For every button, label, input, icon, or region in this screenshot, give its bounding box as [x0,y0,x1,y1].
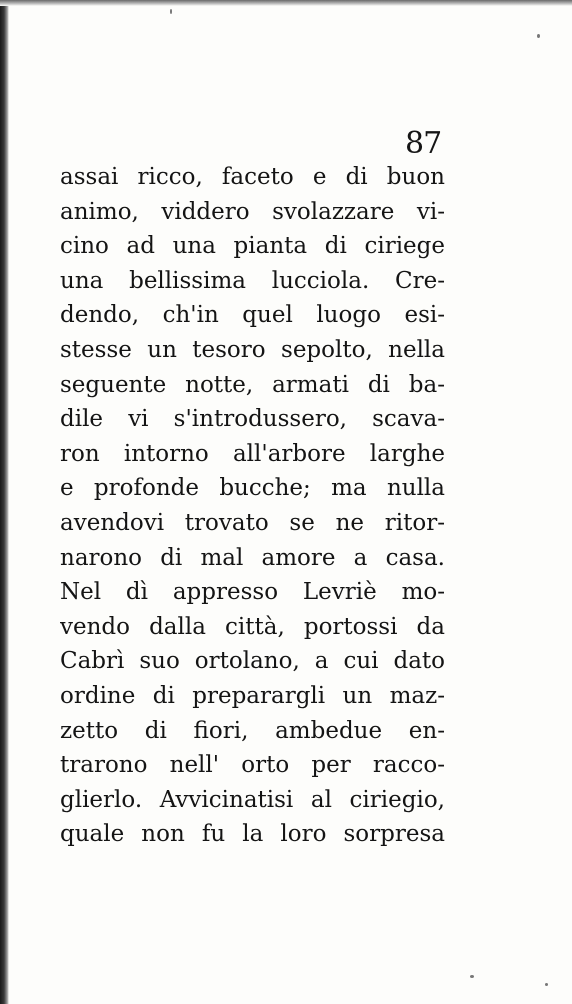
text-line: trarono nell' orto per racco- [60,752,445,779]
paper-speck [470,975,474,978]
text-line: vendo dalla città, portossi da [60,613,445,640]
text-line: ordine di preparargli un maz- [60,682,445,709]
text-line: animo, viddero svolazzare vi- [60,198,445,225]
text-line: dendo, ch'in quel luogo esi- [60,302,445,329]
paper-speck [545,983,548,986]
paper-speck [170,9,172,14]
text-line: una bellissima lucciola. Cre- [60,267,445,294]
text-line: ron intorno all'arbore larghe [60,440,445,467]
text-line: Cabrì suo ortolano, a cui dato [60,648,445,675]
text-line: zetto di fiori, ambedue en- [60,717,445,744]
body-text [60,160,445,852]
text-line: quale non fu la loro sorpresa [60,821,445,848]
text-line: dile vi s'introdussero, scava- [60,406,445,433]
page-top-edge [0,0,572,6]
text-line: Nel dì appresso Levriè mo- [60,579,445,606]
text-line: e profonde bucche; ma nulla [60,475,445,502]
text-line: narono di mal amore a casa. [60,544,445,571]
book-binding-edge [0,0,9,1004]
text-line: assai ricco, faceto e di buon [60,164,445,190]
text-line: avendovi trovato se ne ritor- [60,509,445,536]
page-number: 87 [405,126,442,161]
text-line: stesse un tesoro sepolto, nella [60,336,445,363]
text-line: seguente notte, armati di ba- [60,371,445,398]
paper-speck [537,34,540,38]
text-line: cino ad una pianta di ciriege [60,233,445,260]
text-line: glierlo. Avvicinatisi al ciriegio, [60,786,445,813]
